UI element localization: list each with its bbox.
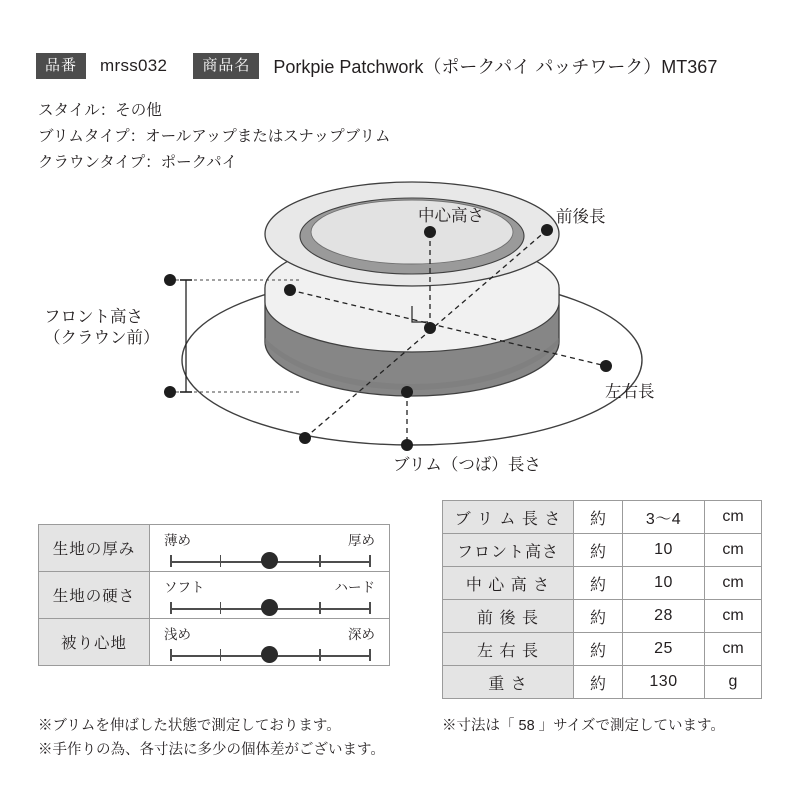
rating-tick	[369, 555, 371, 567]
dimension-name: 中 心 高 さ	[443, 567, 574, 600]
rating-scale	[150, 525, 390, 572]
label-front-height	[44, 307, 160, 349]
rating-tick	[319, 555, 321, 567]
rating-tick	[170, 555, 172, 567]
dimension-approx: 約	[574, 600, 623, 633]
dimension-value: 28	[623, 600, 705, 633]
label-front-back-length: 前後長	[556, 208, 606, 226]
dimension-row	[443, 501, 762, 534]
rating-tick	[170, 649, 172, 661]
rating-right-label: ハード	[334, 580, 375, 595]
dimension-name: ブ リ ム 長 さ	[443, 501, 574, 534]
dimension-name: 重 さ	[443, 666, 574, 699]
label-front-height-line1: フロント高さ	[44, 308, 143, 326]
spec-crown-type: クラウンタイプ：ポークパイ	[38, 154, 238, 171]
dimension-row	[443, 633, 762, 666]
dimension-value: 25	[623, 633, 705, 666]
rating-name: 生地の硬さ	[39, 572, 150, 619]
dimension-value: 10	[623, 534, 705, 567]
dimension-row	[443, 666, 762, 699]
rating-scale	[150, 619, 390, 666]
note-left-2: ※手作りの為、各寸法に多少の個体差がございます。	[38, 742, 385, 758]
rating-row	[39, 619, 390, 666]
dimension-unit: cm	[705, 567, 762, 600]
note-right-1: ※寸法は「 58 」サイズで測定しています。	[442, 718, 725, 734]
dimension-value: 3〜4	[623, 501, 705, 534]
rating-slider	[170, 602, 369, 614]
spec-list	[38, 98, 390, 176]
rating-right-label: 深め	[348, 627, 375, 642]
rating-left-label: 浅め	[164, 627, 191, 642]
rating-tick	[319, 602, 321, 614]
rating-tick	[220, 649, 222, 661]
dimension-approx: 約	[574, 567, 623, 600]
spec-brim-type: ブリムタイプ：オールアップまたはスナップブリム	[38, 128, 391, 145]
item-name-tag: 商品名	[193, 53, 259, 79]
rating-tick	[170, 602, 172, 614]
rating-name: 生地の厚み	[39, 525, 150, 572]
dimension-approx: 約	[574, 633, 623, 666]
hat-diagram	[0, 170, 800, 490]
rating-scale	[150, 572, 390, 619]
rating-tick	[369, 602, 371, 614]
dimension-row	[443, 567, 762, 600]
dimension-approx: 約	[574, 501, 623, 534]
notes-right	[442, 714, 725, 738]
rating-marker	[261, 646, 278, 663]
rating-tick	[220, 555, 222, 567]
dimension-unit: cm	[705, 501, 762, 534]
rating-tick	[369, 649, 371, 661]
rating-marker	[261, 599, 278, 616]
rating-left-label: 薄め	[164, 533, 191, 548]
rating-row	[39, 525, 390, 572]
dimension-name: フロント高さ	[443, 534, 574, 567]
dimension-value: 130	[623, 666, 705, 699]
spec-style: スタイル：その他	[38, 102, 162, 119]
rating-slider	[170, 649, 369, 661]
dimension-approx: 約	[574, 666, 623, 699]
dimension-unit: cm	[705, 534, 762, 567]
rating-row	[39, 572, 390, 619]
header	[36, 52, 766, 80]
rating-marker	[261, 552, 278, 569]
dimension-row	[443, 534, 762, 567]
dimension-unit: cm	[705, 600, 762, 633]
label-left-right-length: 左右長	[605, 383, 655, 401]
dimension-name: 左 右 長	[443, 633, 574, 666]
item-name-value: Porkpie Patchwork（ポークパイ パッチワーク）MT367	[273, 57, 718, 77]
ratings-table	[38, 524, 390, 666]
rating-right-label: 厚め	[348, 533, 375, 548]
label-center-height: 中心高さ	[418, 207, 484, 225]
dimension-unit: g	[705, 666, 762, 699]
dimension-value: 10	[623, 567, 705, 600]
rating-tick	[220, 602, 222, 614]
dimension-name: 前 後 長	[443, 600, 574, 633]
rating-name: 被り心地	[39, 619, 150, 666]
notes-left	[38, 714, 385, 762]
label-brim-length: ブリム（つば）長さ	[393, 456, 541, 474]
rating-tick	[319, 649, 321, 661]
item-number-tag: 品番	[36, 53, 86, 79]
rating-slider	[170, 555, 369, 567]
dimension-unit: cm	[705, 633, 762, 666]
item-number-value: mrss032	[100, 56, 168, 75]
rating-left-label: ソフト	[164, 580, 205, 595]
dimensions-table	[442, 500, 762, 699]
dimension-approx: 約	[574, 534, 623, 567]
dimension-row	[443, 600, 762, 633]
label-front-height-line2: （クラウン前）	[44, 329, 160, 347]
note-left-1: ※ブリムを伸ばした状態で測定しております。	[38, 718, 341, 734]
